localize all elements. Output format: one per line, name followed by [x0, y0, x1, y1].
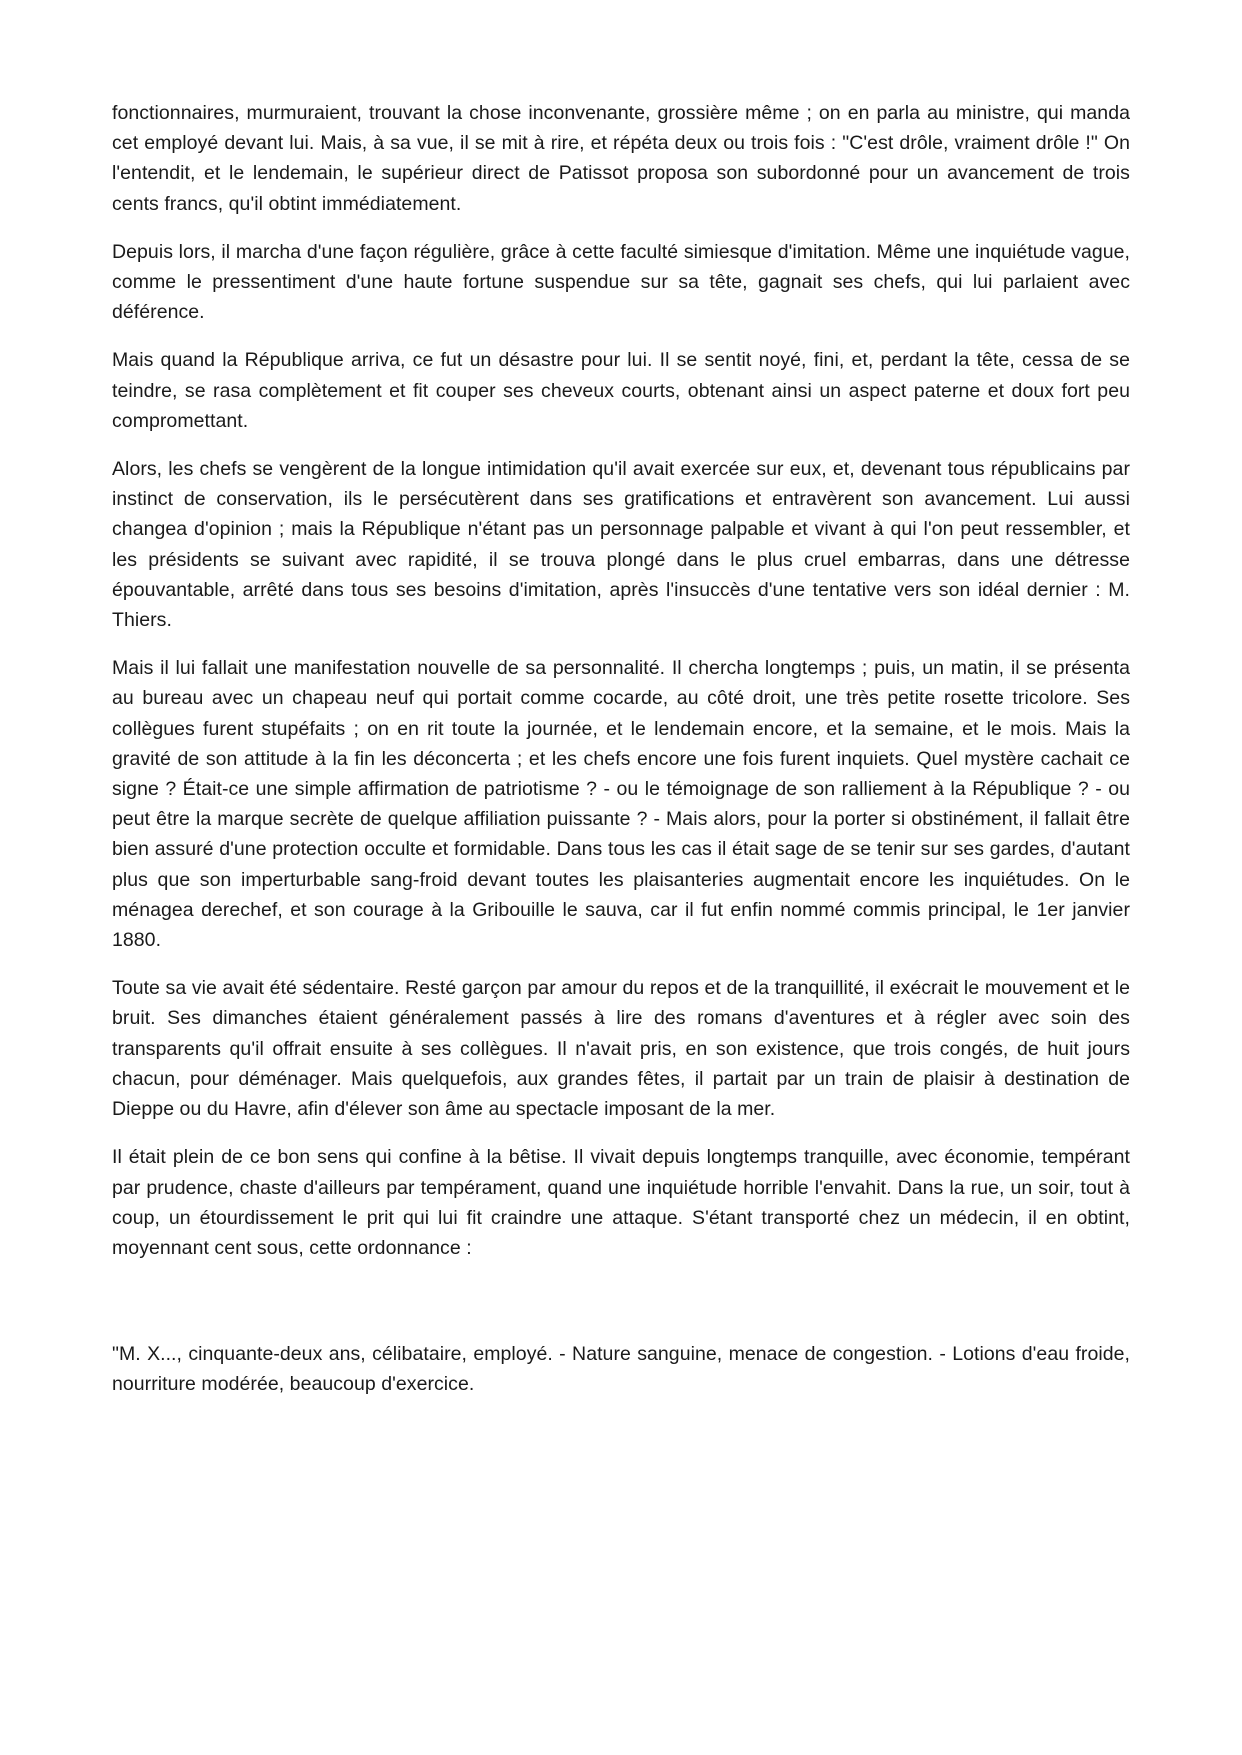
paragraph-1: fonctionnaires, murmuraient, trouvant la chose inconvenante, grossière même ; on en parla au ministre, qui manda cet employé devant lui. Mais, à sa vue, il se mit à rire, et répéta deux ou trois fois : "C'est drôle, vraiment drôle !" On l'entendit, et le lendemain, le supérieur direct de Patissot proposa son subordonné pour un avancement de trois cents francs, qu'il obtint immédiatement.: [112, 102, 1130, 215]
document-body: [112, 98, 1130, 1418]
paragraph-5: Mais il lui fallait une manifestation nouvelle de sa personnalité. Il chercha longtemps ; puis, un matin, il se présenta au bureau avec un chapeau neuf qui portait comme cocarde, au côté droit, une très petite rosette tricolore. Ses collègues furent stupéfaits ; on en rit toute la journée, et le lendemain encore, et la semaine, et le mois. Mais la gravité de son attitude à la fin les déconcerta ; et les chefs encore une fois furent inquiets. Quel mystère cachait ce signe ? Était-ce une simple affirmation de patriotisme ? - ou le témoignage de son ralliement à la République ? - ou peut être la marque secrète de quelque affiliation puissante ? - Mais alors, pour la porter si obstinément, il fallait être bien assuré d'une protection occulte et formidable. Dans tous les cas il était sage de se tenir sur ses gardes, d'autant plus que son imperturbable sang-froid devant toutes les plaisanteries augmentait encore les inquiétudes. On le ménagea derechef, et son courage à la Gribouille le sauva, car il fut enfin nommé commis principal, le 1er janvier 1880.: [112, 657, 1130, 952]
paragraph-7: Il était plein de ce bon sens qui confine à la bêtise. Il vivait depuis longtemps tranquille, avec économie, tempérant par prudence, chaste d'ailleurs par tempérament, quand une inquiétude horrible l'envahit. Dans la rue, un soir, tout à coup, un étourdissement le prit qui lui fit craindre une attaque. S'étant transporté chez un médecin, il en obtint, moyennant cent sous, cette ordonnance :: [112, 1146, 1130, 1259]
prescription-paragraph: "M. X..., cinquante-deux ans, célibataire, employé. - Nature sanguine, menace de congestion. - Lotions d'eau froide, nourriture modérée, beaucoup d'exercice.: [112, 1343, 1130, 1396]
paragraph-4: Alors, les chefs se vengèrent de la longue intimidation qu'il avait exercée sur eux, et, devenant tous républicains par instinct de conservation, ils le persécutèrent dans ses gratifications et entravèrent son avancement. Lui aussi changea d'opinion ; mais la République n'étant pas un personnage palpable et vivant à qui l'on peut ressembler, et les présidents se suivant avec rapidité, il se trouva plongé dans le plus cruel embarras, dans une détresse épouvantable, arrêté dans tous ses besoins d'imitation, après l'insuccès d'une tentative vers son idéal dernier : M. Thiers.: [112, 458, 1130, 632]
paragraph-6: Toute sa vie avait été sédentaire. Resté garçon par amour du repos et de la tranquillité, il exécrait le mouvement et le bruit. Ses dimanches étaient généralement passés à lire des romans d'aventures et à régler avec soin des transparents qu'il offrait ensuite à ses collègues. Il n'avait pris, en son existence, que trois congés, de huit jours chacun, pour déménager. Mais quelquefois, aux grandes fêtes, il partait par un train de plaisir à destination de Dieppe ou du Havre, afin d'élever son âme au spectacle imposant de la mer.: [112, 977, 1130, 1121]
paragraph-2: Depuis lors, il marcha d'une façon régulière, grâce à cette faculté simiesque d'imitation. Même une inquiétude vague, comme le pressentiment d'une haute fortune suspendue sur sa tête, gagnait ses chefs, qui lui parlaient avec déférence.: [112, 240, 1130, 324]
paragraph-3: Mais quand la République arriva, ce fut un désastre pour lui. Il se sentit noyé, fini, et, perdant la tête, cessa de se teindre, se rasa complètement et fit couper ses cheveux courts, obtenant ainsi un aspect paterne et doux fort peu compromettant.: [112, 349, 1130, 432]
